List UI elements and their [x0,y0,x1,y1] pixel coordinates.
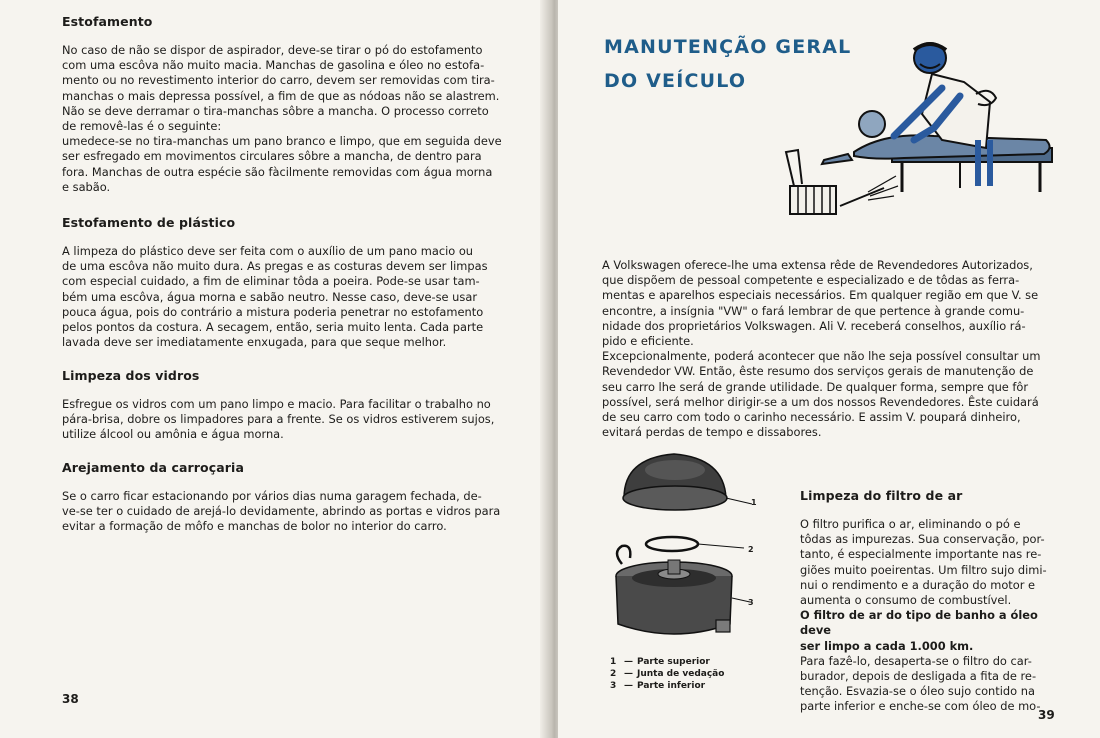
legend-dash: — [624,681,633,691]
page-number-right: 39 [1038,708,1055,722]
mechanic-massage-illustration [764,36,1064,226]
legend-label: Parte inferior [637,681,706,691]
section-text: Se o carro ficar estacionando por vários dias numa garagem fechada, de- ve-se ter o cuidado de arejá-lo devidamente, abrindo as portas e vidros para evitar a formação de môfo e manchas de bolor no interior do carro. [62,489,501,534]
section-estofamento [62,14,522,195]
legend-dash: — [624,669,633,679]
filter-text-2: Para fazê-lo, desaperta-se o filtro do car- burador, depois de desligada a fita de re- tenção. Esvazia-se o óleo sujo contido na parte inferior e enche-se com óleo de mo- [800,653,1041,714]
callout-1: 1 [751,498,757,507]
title-line-1: MANUTENÇÃO GERAL [604,36,852,58]
section-text: No caso de não se dispor de aspirador, deve-se tirar o pó do estofamento com uma escôva não muito macia. Manchas de gasolina e óleo no estofa- mento ou no revestimento interior do carro, devem ser removidas com tira- manchas o mais depressa possível, a fim de que as nódoas não se alastrem. Não se deve derramar o tira-manchas sôbre a mancha. O processo correto de removê-las é o seguinte: umedece-se no tira-manchas um pano branco e limpo, que em seguida deve ser esfregado em movimentos circulares sôbre a mancha, de dentro para fora. Manchas de outra espécie são fàcilmente removidas com água morna e sabão. [62,43,502,194]
legend-num: 2 [610,669,617,679]
title-line-2: DO VEÍCULO [604,70,747,92]
legend-label: Junta de vedação [637,669,725,679]
intro-text: A Volkswagen oferece-lhe uma extensa rêde de Revendedores Autorizados, que dispõem de pessoal competente e especializado e de tôdas as ferra- mentas e aparelhos especiais necessários. Em qualquer região em que V. se encontre, a insígnia "VW" o fará lembrar de que pertence à grande comu- nidade dos proprietários Volkswagen. Ali V. receberá conselhos, auxílio rá- pido e eficiente. Excepcionalmente, poderá acontecer que não lhe seja possível consultar um Revendedor VW. Então, êste resumo dos serviços gerais de manutenção de seu carro lhe será de grande utilidade. De qualquer forma, sempre que fôr possível, será melhor dirigir-se a um dos nossos Revendedores. Êste cuidará de seu carro com todo o carinho necessário. E assim V. poupará dinheiro, evitará perdas de tempo e dissabores. [602,258,1041,440]
legend-num: 1 [610,657,617,667]
right-page [558,0,1100,738]
legend-label: Parte superior [637,657,710,667]
legend-dash: — [624,657,633,667]
section-estofamento-plastico [62,215,522,350]
page-number-left: 38 [62,692,79,706]
section-heading: Arejamento da carroçaria [62,460,244,475]
legend-row [610,668,724,680]
section-text: A limpeza do plástico deve ser feita com o auxílio de um pano macio ou de uma escôva não muito dura. As pregas e as costuras devem ser limpas com especial cuidado, a fim de eliminar tôda a poeira. Pode-se usar tam- bém uma escôva, água morna e sabão neutro. Nesse caso, deve-se usar pouca água, pois do contrário a mistura poderia penetrar no estofamento pelos pontos da costura. A secagem, então, seria muito lenta. Cada parte lavada deve ser imediatamente enxugada, para que seque melhor. [62,244,488,350]
section-arejamento [62,460,522,535]
callout-3: 3 [748,598,754,607]
figure-legend [610,656,724,692]
section-heading: Estofamento de plástico [62,215,236,230]
filter-bold-text: O filtro de ar do tipo de banho a óleo deve ser limpo a cada 1.000 km. [800,608,1038,653]
callout-2: 2 [748,545,754,554]
legend-num: 3 [610,681,617,691]
section-heading: Limpeza dos vidros [62,368,200,383]
filter-heading: Limpeza do filtro de ar [800,488,963,503]
legend-row [610,680,724,692]
section-text: Esfregue os vidros com um pano limpo e macio. Para facilitar o trabalho no pára-brisa, dobre os limpadores para a frente. Se os vidros estiverem sujos, utilize álcool ou amônia e água morna. [62,397,495,442]
section-limpeza-vidros [62,368,522,443]
section-heading: Estofamento [62,14,153,29]
legend-row [610,656,724,668]
left-page [0,0,548,738]
filter-text-1: O filtro purifica o ar, eliminando o pó e tôdas as impurezas. Sua conservação, por- tanto, é especialmente importante nas re- giões muito poeirentas. Um filtro sujo dimi- nui o rendimento e a duração do motor e aumenta o consumo de combustível. [800,517,1047,608]
filter-section [800,488,1065,715]
intro-section [602,258,1064,440]
air-filter-illustration [604,448,754,648]
